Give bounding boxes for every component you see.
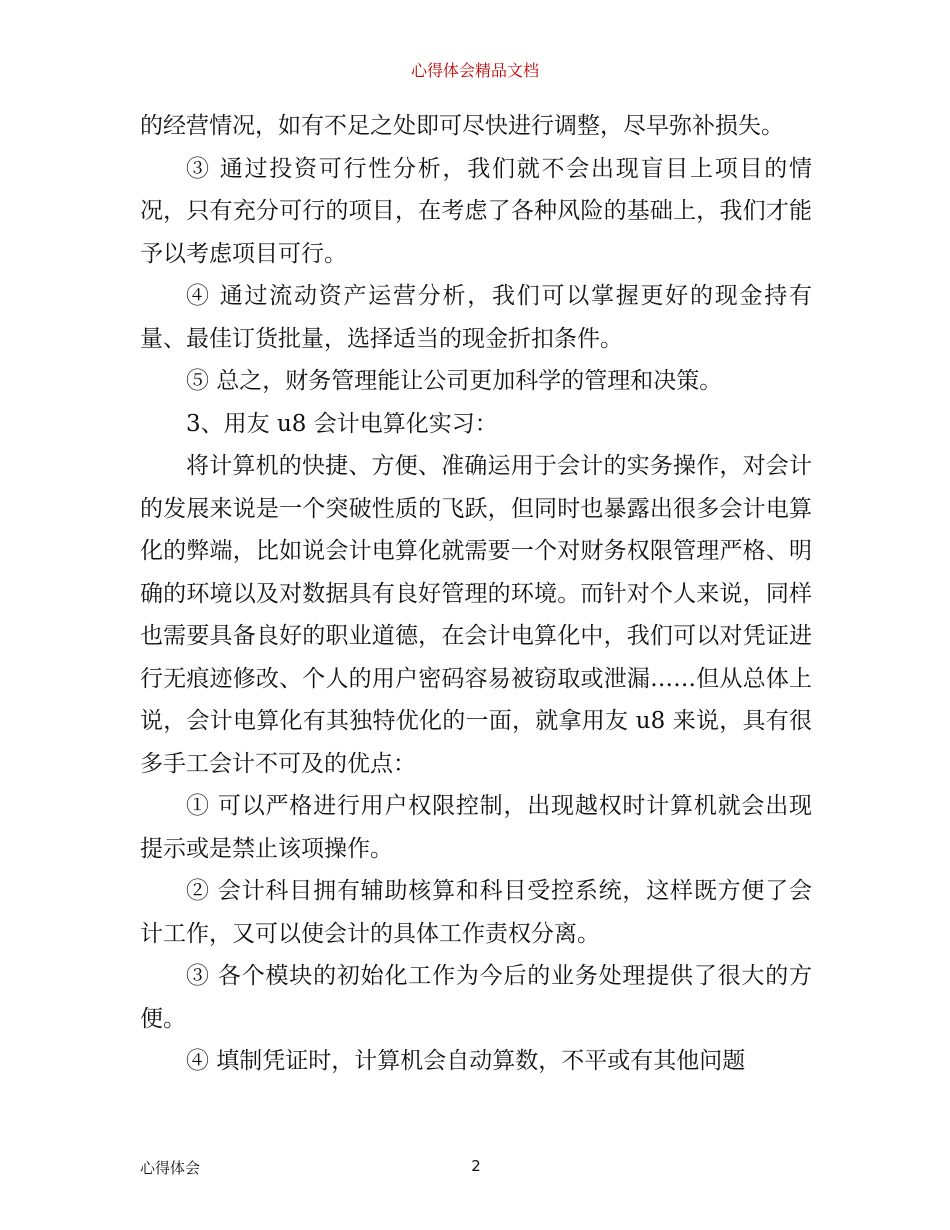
document-body (140, 105, 812, 1083)
paragraph-advantage-1: ① 可以严格进行用户权限控制，出现越权时计算机就会出现提示或是禁止该项操作。 (140, 793, 812, 862)
footer-label: 心得体会 (140, 1159, 201, 1177)
paragraph-u8-overview: 将计算机的快捷、方便、准确运用于会计的实务操作，对会计的发展来说是一个突破性质的飞跃，但同时也暴露出很多会计电算化的弊端，比如说会计电算化就需要一个对财务权限管理严格、明确的环境以及对数据具有良好管理的环境。而针对个人来说，同样也需要具备良好的职业道德，在会计电算化中，我们可以对凭证进行无痕迹修改、个人的用户密码容易被窃取或泄漏……但从总体上说，会计电算化有其独特优化的一面，就拿用友 u8 来说，具有很多手工会计不可及的优点： (140, 453, 812, 777)
paragraph-item-4-current-assets: ④ 通过流动资产运营分析，我们可以掌握更好的现金持有量、最佳订货批量，选择适当的现金折扣条件。 (140, 283, 812, 352)
paragraph-continuation: 的经营情况，如有不足之处即可尽快进行调整，尽早弥补损失。 (140, 113, 784, 139)
paragraph-advantage-3: ③ 各个模块的初始化工作为今后的业务处理提供了很大的方便。 (140, 963, 812, 1032)
paragraph-advantage-4: ④ 填制凭证时，计算机会自动算数，不平或有其他问题 (186, 1048, 746, 1074)
page-header-title: 心得体会精品文档 (410, 61, 539, 80)
paragraph-advantage-2: ② 会计科目拥有辅助核算和科目受控系统，这样既方便了会计工作，又可以使会计的具体工作责权分离。 (140, 878, 812, 947)
section-heading-u8: 3、用友 u8 会计电算化实习： (186, 410, 498, 437)
paragraph-item-5-summary: ⑤ 总之，财务管理能让公司更加科学的管理和决策。 (186, 368, 723, 394)
paragraph-item-3-feasibility: ③ 通过投资可行性分析，我们就不会出现盲目上项目的情况，只有充分可行的项目，在考虑了各种风险的基础上，我们才能予以考虑项目可行。 (140, 155, 812, 267)
footer-page-number: 2 (471, 1157, 481, 1175)
